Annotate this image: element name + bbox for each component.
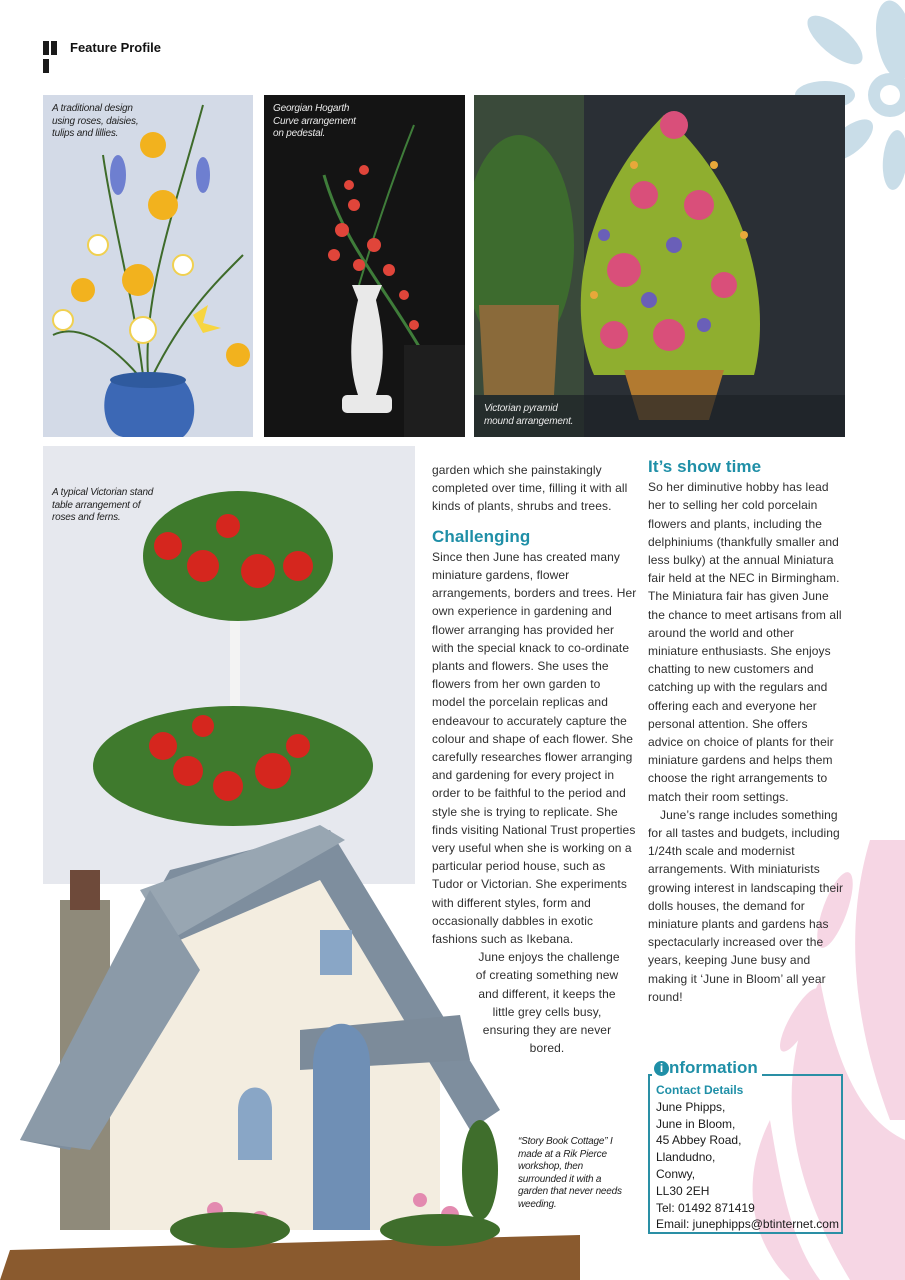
caption-hogarth: Georgian Hogarth Curve arrangement on pedestal.	[273, 103, 356, 139]
flower-vase-illustration	[43, 95, 253, 437]
heading-show-time: It’s show time	[648, 457, 762, 476]
contact-line: LL30 2EH	[656, 1183, 710, 1198]
heading-challenging: Challenging	[432, 526, 531, 546]
photo-victorian-pyramid	[474, 95, 845, 437]
contact-line: Conwy,	[656, 1166, 696, 1181]
caption-traditional: A traditional design using roses, daisies, tulips and lillies.	[52, 103, 139, 139]
caption-pyramid: Victorian pyramid mound arrangement.	[484, 403, 574, 427]
contact-line: June Phipps,	[656, 1099, 726, 1114]
intro-paragraph: garden which she painstakingly completed over time, filling it with all kinds of plants, shrubs and trees.	[432, 463, 628, 514]
article-column-2	[648, 458, 846, 1006]
caption-cottage: “Story Book Cottage” I made at a Rik Pierce workshop, then surrounded it with a garden that never needs weeding.	[518, 1136, 622, 1210]
show-time-paragraph: So her diminutive hobby has lead her to selling her cold porcelain flowers and plants, including the delphiniums (thankfully smaller and less bulky) at the annual Miniatura fair held at the NEC in Birmingham. The Miniatura fair has given June the chance to meet artisans from all around the world and other miniature enthusiasts. She enjoys chatting to new customers and catching up with the regulars and offering each and everyone her personal attention. She offers advice on choice of plants for their miniature gardens and helps them choose the right arrangements to match their room settings.	[648, 480, 842, 804]
information-title: i nformation	[652, 1058, 762, 1078]
section-marker-icon	[43, 41, 65, 55]
info-icon: i	[654, 1061, 669, 1076]
contact-line: Llandudno,	[656, 1150, 716, 1165]
pedestal-arrangement-illustration	[264, 95, 465, 437]
contact-line: 45 Abbey Road,	[656, 1133, 742, 1148]
photo-traditional-arrangement	[43, 95, 253, 437]
pyramid-arrangement-illustration	[474, 95, 845, 437]
contact-line: Tel: 01492 871419	[656, 1200, 755, 1215]
section-label: Feature Profile	[70, 40, 162, 55]
contact-email[interactable]: Email: junephipps@btinternet.com	[656, 1217, 839, 1232]
caption-victorian-stand: A typical Victorian stand table arrangement of roses and ferns.	[52, 487, 154, 523]
challenge-paragraph: June enjoys the challenge of creating something new and different, it keeps the little grey cells busy, ensuring they are never bored.	[475, 950, 620, 1056]
contact-label: Contact Details	[656, 1083, 744, 1097]
range-paragraph: June’s range includes something for all tastes and budgets, including 1/24th scale and modernist arrangements. With miniaturists growing interest in landscaping their dolls houses, the demand for miniature plants and gardens has spectacularly increased over the years, keeping June busy and making it ‘June in Bloom’ all year round!	[648, 807, 844, 1004]
challenging-paragraph: Since then June has created many miniature gardens, flower arrangements, borders and trees. Her own experience in gardening and flower arranging has provided her with the special knack to co-ordinate plants and flowers. She uses the flowers from her own garden to model the porcelain replicas and endeavour to accurately capture the colour and shape of each flower. She carefully researches flower arranging and gardening for every project in order to be faithful to the period and style she is trying to replicate. She finds visiting National Trust properties very useful when she is working on a particular period house, such as Tudor or Victorian. She experiments with different styles, form and occasionally dabbles in exotic fashions such as Ikebana.	[432, 549, 637, 947]
contact-line: June in Bloom,	[656, 1116, 736, 1131]
photo-hogarth-curve	[264, 95, 465, 437]
article-column-1	[432, 461, 637, 1058]
contact-details	[656, 1082, 839, 1233]
